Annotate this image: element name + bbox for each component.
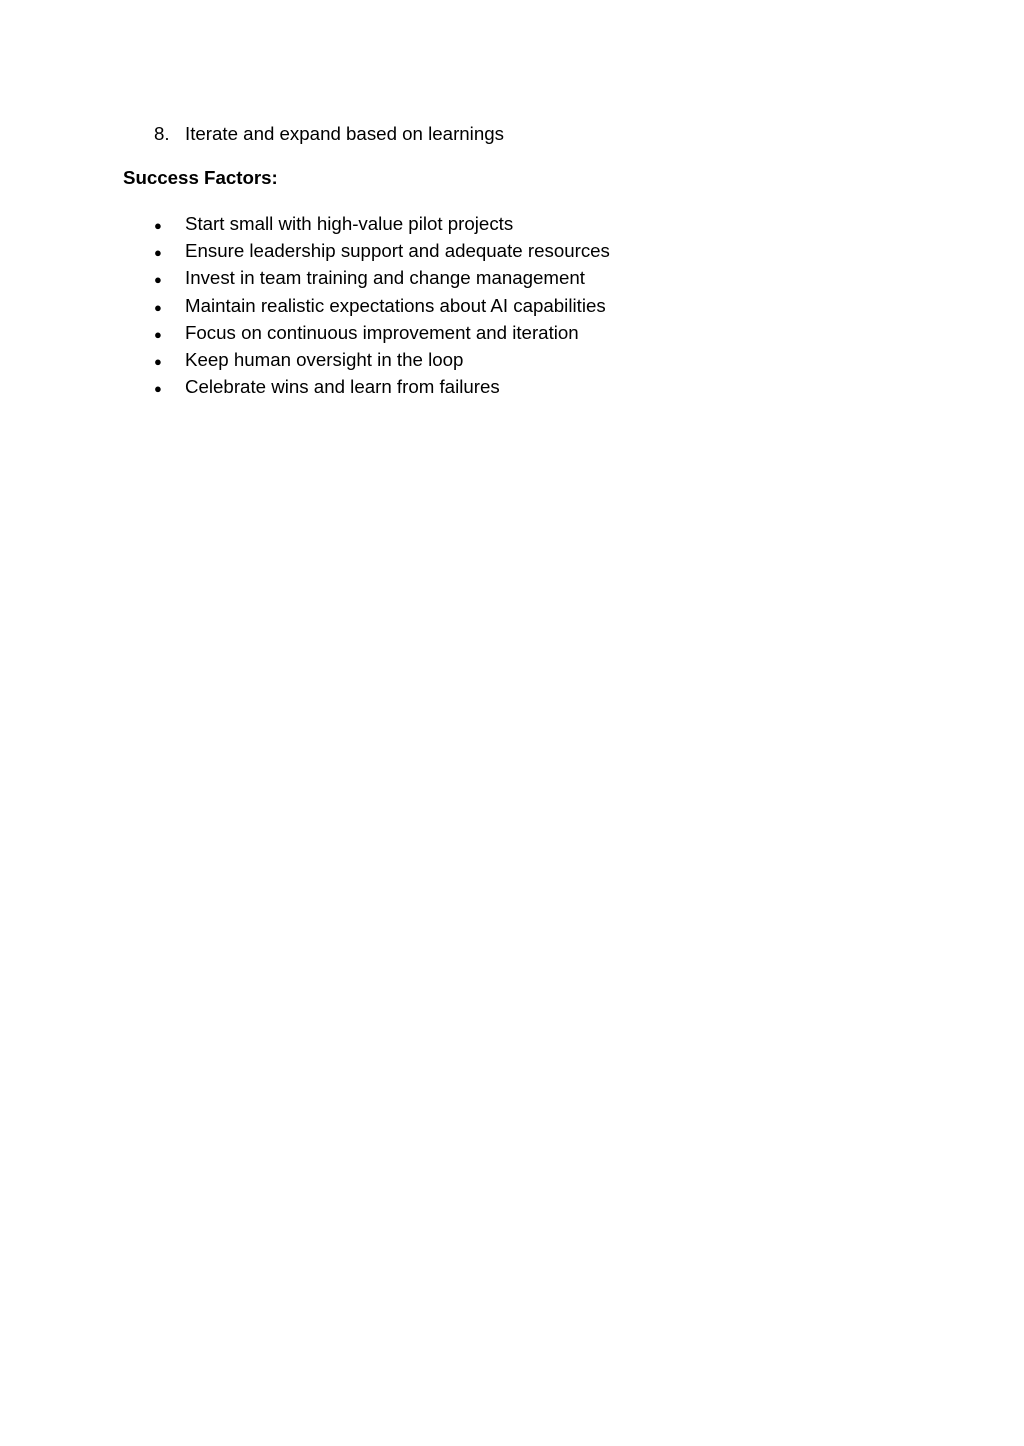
bullet-icon: ● (154, 245, 162, 261)
list-item-text: Ensure leadership support and adequate resources (185, 240, 610, 262)
bullet-list (123, 211, 944, 401)
list-item (123, 265, 944, 292)
numbered-list-item (123, 121, 944, 146)
list-item-text: Invest in team training and change management (185, 267, 585, 289)
document-content (123, 121, 944, 401)
list-item-text: Focus on continuous improvement and iteration (185, 321, 579, 343)
list-item-text: Start small with high-value pilot projects (185, 213, 514, 234)
numbered-item-text: Iterate and expand based on learnings (185, 123, 504, 144)
list-item (123, 293, 944, 320)
list-item (123, 374, 944, 401)
bullet-icon: ● (154, 326, 162, 342)
list-item (123, 320, 944, 347)
list-item (123, 211, 944, 238)
list-item-text: Celebrate wins and learn from failures (185, 376, 500, 398)
bullet-icon: ● (154, 218, 162, 233)
list-item (123, 238, 944, 265)
bullet-icon: ● (154, 381, 162, 397)
bullet-icon: ● (154, 299, 162, 315)
bullet-icon: ● (154, 354, 162, 370)
section-heading: Success Factors: (123, 167, 278, 188)
list-item-text: Maintain realistic expectations about AI capabilities (185, 294, 606, 316)
list-item (123, 347, 944, 374)
bullet-icon: ● (154, 272, 162, 288)
list-number: 8. (154, 123, 170, 144)
list-item-text: Keep human oversight in the loop (185, 349, 464, 371)
